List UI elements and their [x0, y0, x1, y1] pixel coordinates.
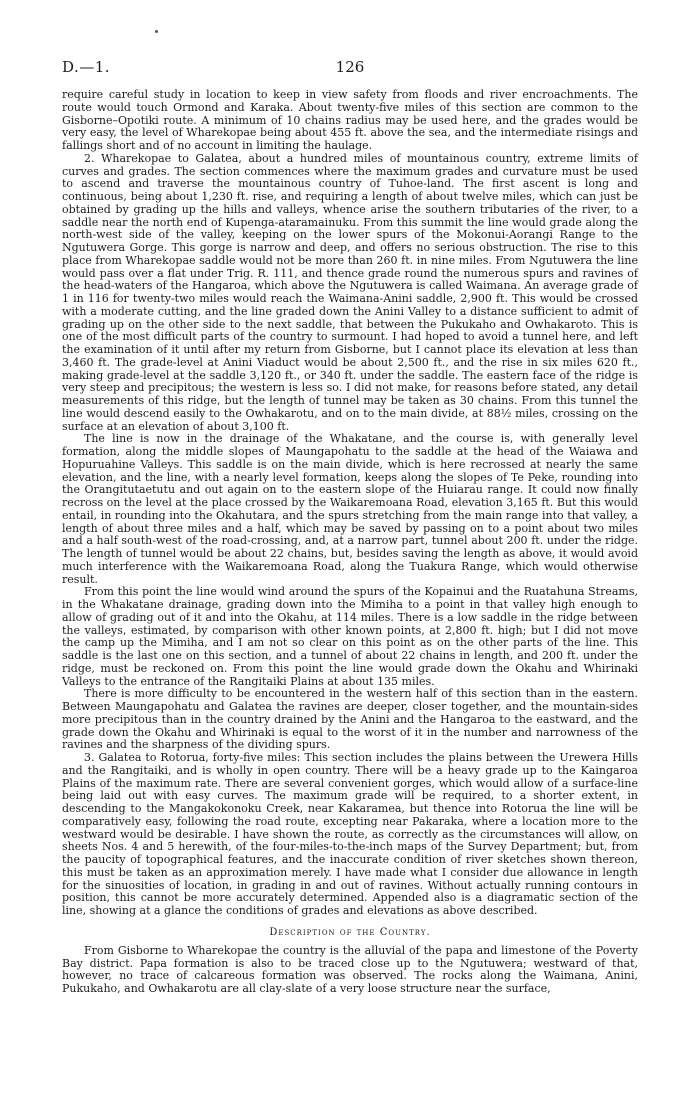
paragraph-section-2: 2. Wharekopae to Galatea, about a hundred miles of mountainous country, extreme limits of curves and grades. The section commences where the maximum grades and curvature must be used to ascend and traverse the mountainous country of Tuhoe-land. The first ascent is long and continuous, being about 1,230 ft. rise, and requiring a length of about twelve miles, which can just be obtained by grading up the hills and valleys, whence arise the southern tributaries of the river, to a saddle near the north end of Kupenga-ataramainuku. From this summit the line would grade along the north-west side of the valley, keeping on the lower spurs of the Mokonui-Aorangi Range to the Ngutuwera Gorge. This gorge is narrow and deep, and offers no serious obstruction. The rise to this place from Wharekopae saddle would not be more than 260 ft. in nine miles. From Ngutuwera the line would pass over a flat under Trig. R. 111, and thence grade round the numerous spurs and ravines of the head-waters of the Hangaroa, which above the Ngutuwera is called Waimana. An average grade of 1 in 116 for twenty-two miles would reach the Waimana-Anini saddle, 2,900 ft. This would be crossed with a moderate cutting, and the line graded down the Anini Valley to a distance sufficient to admit of grading up on the other side to the next saddle, that between the Pukukaho and Owhakaroto. This is one of the most difficult parts of the country to surmount. I had hoped to avoid a tunnel here, and left the examination of it until after my return from Gisborne, but I cannot place its elevation at less than 3,460 ft. The grade-level at Anini Viaduct would be about 2,500 ft., and the rise in six miles 620 ft., making grade-level at the saddle 3,120 ft., or 340 ft. under the saddle. The eastern face of the ridge is very steep and precipitous; the western is less so. I did not make, for reasons before stated, any detail measurements of this ridge, but the length of tunnel may be taken as 30 chains. From this tunnel the line would descend easily to the Owhakarotu, and on to the main divide, at 88½ miles, crossing on the surface at an elevation of about 3,100 ft.	[62, 151, 638, 433]
section-heading: Description of the Country.	[269, 926, 431, 938]
page-body	[62, 89, 638, 996]
paragraph-continuation: require careful study in location to keep in view safety from floods and river encroachments. The route would touch Ormond and Karaka. About twenty-five miles of this section are common to the Gisborne–Opotiki route. A minimum of 10 chains radius may be used here, and the grades would be very easy, the level of Wharekopae being about 455 ft. above the sea, and the intermediate risings and fallings short and of no account in limiting the haulage.	[62, 88, 638, 152]
document-reference: D.—1.	[62, 58, 111, 76]
page-number: 126	[335, 58, 365, 76]
paragraph-country-description: From Gisborne to Wharekopae the country is the alluvial of the papa and limestone of the Poverty Bay district. Papa formation is also to be traced close up to the Ngutuwera; westward of that, however, no trace of calcareous formation was observed. The rocks along the Waimana, Anini, Pukukaho, and Owhakarotu are all clay-slate of a very loose structure near the surface,	[62, 943, 638, 995]
paragraph-western-half: There is more difficulty to be encountered in the western half of this section than in the eastern. Between Maungapohatu and Galatea the ravines are deeper, closer together, and the mountain-sides more precipitous than in the country drained by the Anini and the Hangaroa to the eastward, and the grade down the Okahu and Whirinaki is equal to the worst of it in the number and narrowness of the ravines and the sharpness of the dividing spurs.	[62, 687, 638, 752]
paragraph-section-3: 3. Galatea to Rotorua, forty-five miles: This section includes the plains between the Urewera Hills and the Rangitaiki, and is wholly in open country. There will be a heavy grade up to the Kaingaroa Plains of the maximum rate. There are several convenient gorges, which would allow of a surface-line being laid out with easy curves. The maximum grade will be required, to a shorter extent, in descending to the Mangakokonoku Creek, near Kakaramea, but thence into Rotorua the line will be comparatively easy, following the road route, excepting near Pakaraka, where a location more to the westward would be desirable. I have shown the route, as correctly as the circumstances will allow, on sheets Nos. 4 and 5 herewith, of the four-miles-to-the-inch maps of the Survey Department; but, from the paucity of topographical features, and the inaccurate condition of river sketches shown thereon, this must be taken as an approximation merely. I have made what I consider due allowance in length for the sinuosities of location, in grading in and out of ravines. Without actually running contours in position, this cannot be more accurately determined. Appended also is a diagramatic section of the line, showing at a glance the conditions of grades and elevations as above described.	[62, 751, 638, 917]
scan-speck	[155, 30, 158, 33]
page-header	[62, 58, 638, 80]
paragraph-whakatane: The line is now in the drainage of the Whakatane, and the course is, with generally level formation, along the middle slopes of Maungapohatu to the saddle at the head of the Waiawa and Hopuruahine Valleys. This saddle is on the main divide, which is here recrossed at nearly the same elevation, and the line, with a nearly level formation, keeps along the slopes of Te Peke, rounding into the Orangitutaetutu and out again on to the eastern slope of the Huiarau range. It could now finally recross on the level at the place crossed by the Waikaremoana Road, elevation 3,165 ft. But this would entail, in rounding into the Okahutara, and the spurs stretching from the main range into that valley, a length of about three miles and a half, which may be saved by passing on to a point about two miles and a half south-west of the road-crossing, and, at a narrow part, tunnel about 200 ft. under the ridge. The length of tunnel would be about 22 chains, but, besides saving the length as above, it would avoid much interference with the Waikaremoana Road, along the Tuakura Range, which would otherwise result.	[62, 432, 638, 586]
paragraph-kopainui: From this point the line would wind around the spurs of the Kopainui and the Ruatahuna Streams, in the Whakatane drainage, grading down into the Mimiha to a point in that valley high enough to allow of grading out of it and into the Okahu, at 114 miles. There is a low saddle in the ridge between the valleys, estimated, by comparison with other known points, at 2,800 ft. high; but I did not move the camp up the Mimiha, and I am not so clear on this point as on the other parts of the line. This saddle is the last one on this section, and a tunnel of about 22 chains in length, and 200 ft. under the ridge, must be reckoned on. From this point the line would grade down the Okahu and Whirinaki Valleys to the entrance of the Rangitaiki Plains at about 135 miles.	[62, 585, 638, 688]
